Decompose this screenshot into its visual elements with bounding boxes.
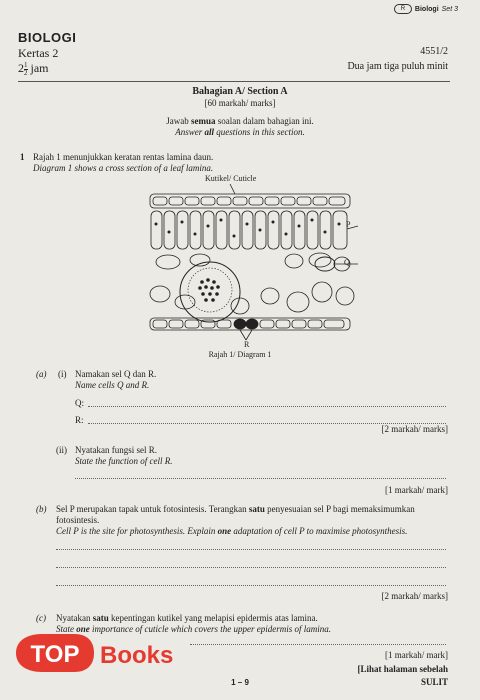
bundle-sheath bbox=[188, 268, 232, 312]
part-c-english-bold: one bbox=[76, 624, 90, 634]
instruction-malay-bold: semua bbox=[191, 116, 216, 126]
instruction-english bbox=[0, 127, 480, 137]
part-a-i-marks: [2 markah/ marks] bbox=[381, 424, 448, 434]
label-q: Q bbox=[344, 258, 350, 267]
part-b-english-post: adaptation of cell P to maximise photosynthesis. bbox=[231, 526, 408, 536]
part-b-label: (b) bbox=[36, 504, 47, 514]
answer-label-r: R: bbox=[75, 415, 84, 425]
leaf-cross-section-diagram bbox=[140, 184, 360, 354]
part-b-malay bbox=[56, 504, 448, 514]
duration-fraction bbox=[24, 62, 28, 77]
answer-line-b-3[interactable] bbox=[56, 585, 446, 586]
logo-top-text: TOP bbox=[30, 641, 80, 668]
part-c-malay bbox=[56, 613, 318, 623]
question-number: 1 bbox=[20, 152, 25, 162]
part-c-malay-pre: Nyatakan bbox=[56, 613, 93, 623]
part-a-ii-marks: [1 markah/ mark] bbox=[385, 485, 448, 495]
cell-q bbox=[315, 257, 335, 271]
part-b-malay-line2: fotosintesis. bbox=[56, 515, 100, 525]
part-b-malay-bold: satu bbox=[248, 504, 265, 514]
publisher-logo: R bbox=[394, 4, 412, 14]
question-stem-english: Diagram 1 shows a cross section of a leaf lamina. bbox=[33, 163, 214, 173]
part-b-english bbox=[56, 526, 407, 536]
guard-cell-left bbox=[234, 319, 246, 329]
section-total-marks: [60 markah/ marks] bbox=[204, 98, 276, 108]
part-a-ii-malay: Nyatakan fungsi sel R. bbox=[75, 445, 157, 455]
upper-epidermis-cells bbox=[153, 197, 345, 205]
spongy-mesophyll bbox=[150, 253, 354, 314]
paper-code: 4551/2 bbox=[420, 46, 448, 57]
part-c-english-post: importance of cuticle which covers the upper epidermis of lamina. bbox=[89, 624, 331, 634]
duration-text: Dua jam tiga puluh minit bbox=[347, 61, 448, 72]
part-a-i-label: (i) bbox=[58, 369, 67, 379]
duration-unit: jam bbox=[30, 61, 49, 75]
running-header bbox=[394, 4, 458, 14]
r-pointer-right bbox=[246, 330, 252, 340]
answer-line-a-ii[interactable] bbox=[75, 478, 446, 479]
subject-title: BIOLOGI bbox=[18, 30, 77, 45]
part-a-i-english: Name cells Q and R. bbox=[75, 380, 150, 390]
part-c-label: (c) bbox=[36, 613, 46, 623]
palisade-cells-p bbox=[151, 211, 347, 249]
part-c-marks: [1 markah/ mark] bbox=[385, 650, 448, 660]
next-page-note: [Lihat halaman sebelah bbox=[357, 664, 448, 674]
xylem-cells bbox=[198, 278, 220, 302]
guard-cell-right bbox=[246, 319, 258, 329]
duration bbox=[18, 61, 49, 77]
label-r: R bbox=[244, 340, 250, 349]
fraction-denominator: 2 bbox=[24, 68, 28, 77]
part-c-english-pre: State bbox=[56, 624, 77, 634]
part-c-malay-post: kepentingan kutikel yang melapisi epidermis atas lamina. bbox=[108, 613, 318, 623]
running-header-subject: Biologi bbox=[414, 5, 439, 13]
question-stem-malay: Rajah 1 menunjukkan keratan rentas lamina daun. bbox=[33, 152, 214, 162]
topbooks-watermark-logo bbox=[12, 632, 187, 674]
answer-label-q: Q: bbox=[75, 398, 84, 408]
part-b-english-pre: Cell P is the site for photosynthesis. Explain bbox=[56, 526, 218, 536]
duration-whole: 2 bbox=[18, 61, 24, 75]
answer-line-q[interactable] bbox=[88, 406, 446, 407]
part-b-marks: [2 markah/ marks] bbox=[381, 591, 448, 601]
answer-line-b-2[interactable] bbox=[56, 567, 446, 568]
section-title: Bahagian A/ Section A bbox=[192, 86, 288, 97]
part-a-ii-english: State the function of cell R. bbox=[75, 456, 173, 466]
part-a-label: (a) bbox=[36, 369, 47, 379]
part-b-english-bold: one bbox=[217, 526, 232, 536]
part-c-malay-bold: satu bbox=[92, 613, 109, 623]
answer-line-b-1[interactable] bbox=[56, 549, 446, 550]
running-header-set: Set 3 bbox=[441, 5, 458, 13]
sulit-label: SULIT bbox=[420, 677, 448, 687]
cuticle-pointer bbox=[230, 184, 235, 194]
instruction-english-post: questions in this section. bbox=[214, 127, 305, 137]
cuticle-label-text: Kutikel/ Cuticle bbox=[205, 174, 257, 183]
instruction-malay-post: soalan dalam bahagian ini. bbox=[215, 116, 314, 126]
page-number: 1 – 9 bbox=[231, 678, 249, 687]
part-a-i-malay: Namakan sel Q dan R. bbox=[75, 369, 157, 379]
r-pointer-left bbox=[240, 330, 246, 340]
instruction-english-bold: all bbox=[204, 127, 214, 137]
logo-books-text: Books bbox=[100, 642, 174, 669]
fraction-numerator: 1 bbox=[24, 60, 28, 69]
instruction-english-pre: Answer bbox=[175, 127, 205, 137]
instruction-malay-pre: Jawab bbox=[166, 116, 192, 126]
part-b-malay-pre: Sel P merupakan tapak untuk fotosintesis. Terangkan bbox=[56, 504, 249, 514]
header-divider bbox=[18, 81, 450, 82]
answer-line-c[interactable] bbox=[190, 644, 446, 645]
instruction-malay bbox=[0, 116, 480, 126]
cuticle-label bbox=[205, 174, 256, 183]
paper-number: Kertas 2 bbox=[18, 46, 59, 60]
diagram-caption: Rajah 1/ Diagram 1 bbox=[208, 350, 272, 359]
part-b-malay-post: penyesuaian sel P bagi memaksimumkan bbox=[264, 504, 415, 514]
palisade-nuclei bbox=[155, 219, 341, 238]
label-p: P bbox=[346, 220, 351, 229]
part-a-ii-label: (ii) bbox=[56, 445, 67, 455]
upper-epidermis bbox=[150, 194, 350, 208]
vascular-bundle bbox=[180, 262, 240, 322]
